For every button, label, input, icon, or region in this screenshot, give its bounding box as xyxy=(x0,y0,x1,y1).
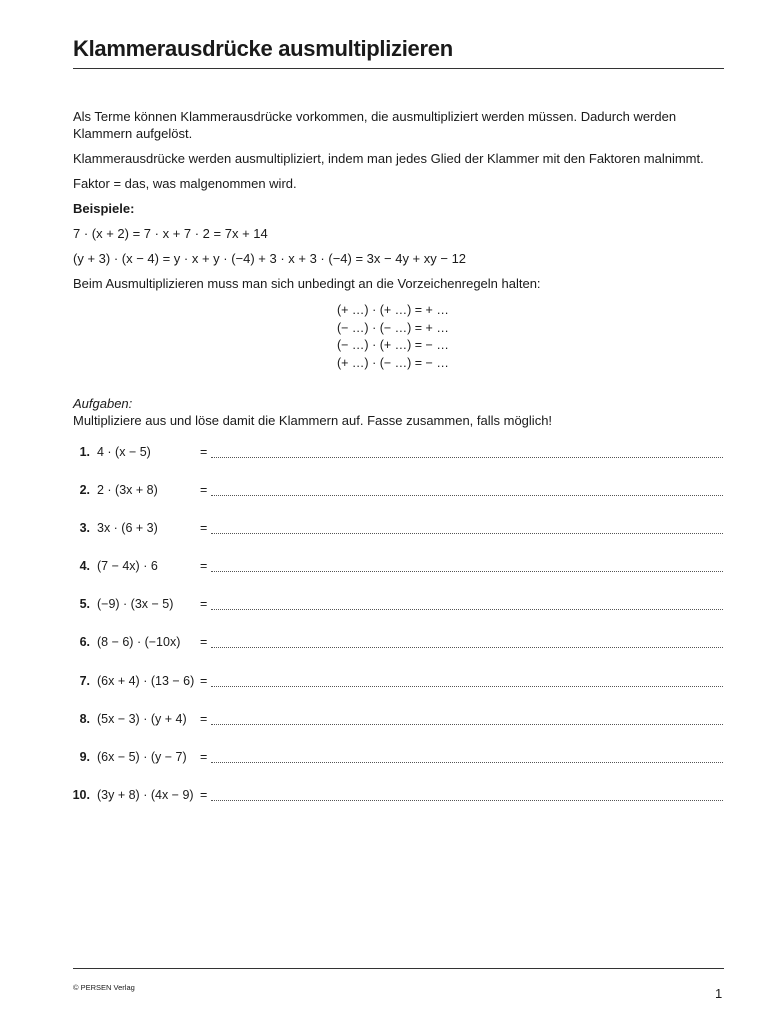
equals-sign: = xyxy=(200,788,208,802)
equals-sign: = xyxy=(200,445,208,459)
sign-rule: (− …) · (− …) = + … xyxy=(337,320,449,335)
equals-sign: = xyxy=(200,521,208,535)
example-line-2: (y + 3) · (x − 4) = y · x + y · (−4) + 3 · x + 3 · (−4) = 3x − 4y + xy − 12 xyxy=(73,251,467,266)
examples-heading: Beispiele: xyxy=(73,201,135,216)
sign-rules-list xyxy=(337,302,449,372)
answer-line[interactable] xyxy=(211,762,723,763)
task-expression: 2 · (3x + 8) xyxy=(97,483,158,497)
task-expression: (3y + 8) · (4x − 9) xyxy=(97,788,194,802)
task-number: 9. xyxy=(79,750,90,764)
task-row xyxy=(0,635,768,655)
task-number: 10. xyxy=(72,788,90,802)
answer-line[interactable] xyxy=(211,495,723,496)
task-number: 4. xyxy=(79,559,90,573)
task-expression: (5x − 3) · (y + 4) xyxy=(97,712,187,726)
task-number: 1. xyxy=(79,445,90,459)
copyright-notice: © PERSEN Verlag xyxy=(73,983,135,992)
task-expression: (8 − 6) · (−10x) xyxy=(97,635,181,649)
task-expression: 4 · (x − 5) xyxy=(97,445,151,459)
sign-rule: (+ …) · (− …) = − … xyxy=(337,355,449,370)
page-number: 1 xyxy=(715,986,723,1001)
example-line-1: 7 · (x + 2) = 7 · x + 7 · 2 = 7x + 14 xyxy=(73,226,268,241)
answer-line[interactable] xyxy=(211,724,723,725)
tasks-instruction: Multipliziere aus und löse damit die Klammern auf. Fasse zusammen, falls möglich! xyxy=(73,413,553,428)
answer-line[interactable] xyxy=(211,647,723,648)
task-number: 6. xyxy=(79,635,90,649)
task-number: 5. xyxy=(79,597,90,611)
equals-sign: = xyxy=(200,674,208,688)
answer-line[interactable] xyxy=(211,533,723,534)
answer-line[interactable] xyxy=(211,686,723,687)
task-expression: (6x − 5) · (y − 7) xyxy=(97,750,187,764)
equals-sign: = xyxy=(200,597,208,611)
answer-line[interactable] xyxy=(211,800,723,801)
task-expression: (7 − 4x) · 6 xyxy=(97,559,158,573)
answer-line[interactable] xyxy=(211,571,723,572)
equals-sign: = xyxy=(200,559,208,573)
task-number: 8. xyxy=(79,712,90,726)
sign-rules-intro: Beim Ausmultiplizieren muss man sich unbedingt an die Vorzeichenregeln halten: xyxy=(73,276,541,291)
equals-sign: = xyxy=(200,483,208,497)
task-number: 7. xyxy=(79,674,90,688)
answer-line[interactable] xyxy=(211,457,723,458)
answer-line[interactable] xyxy=(211,609,723,610)
task-expression: (6x + 4) · (13 − 6) xyxy=(97,674,195,688)
task-row xyxy=(0,750,768,770)
footer-divider xyxy=(73,968,724,969)
intro-paragraph-3: Faktor = das, was malgenommen wird. xyxy=(73,176,297,191)
task-row xyxy=(0,521,768,541)
task-row xyxy=(0,559,768,579)
intro-paragraph-1: Als Terme können Klammerausdrücke vorkommen, die ausmultipliziert werden müssen. Dadurch werden Klammern aufgelöst. xyxy=(73,109,677,141)
task-row xyxy=(0,483,768,503)
task-row xyxy=(0,674,768,694)
task-expression: (−9) · (3x − 5) xyxy=(97,597,174,611)
tasks-label: Aufgaben: xyxy=(73,396,133,411)
task-number: 2. xyxy=(79,483,90,497)
task-row xyxy=(0,712,768,732)
task-row xyxy=(0,788,768,808)
title-divider xyxy=(73,68,724,69)
sign-rule: (+ …) · (+ …) = + … xyxy=(337,303,449,317)
equals-sign: = xyxy=(200,712,208,726)
task-number: 3. xyxy=(79,521,90,535)
intro-paragraph-2: Klammerausdrücke werden ausmultipliziert, indem man jedes Glied der Klammer mit den Faktoren malnimmt. xyxy=(73,151,704,166)
task-expression: 3x · (6 + 3) xyxy=(97,521,158,535)
tasks-header xyxy=(73,395,724,429)
page-title: Klammerausdrücke ausmultiplizieren xyxy=(73,36,453,61)
task-row xyxy=(0,445,768,465)
task-row xyxy=(0,597,768,617)
equals-sign: = xyxy=(200,750,208,764)
equals-sign: = xyxy=(200,635,208,649)
intro-section xyxy=(73,108,724,300)
sign-rule: (− …) · (+ …) = − … xyxy=(337,338,449,352)
